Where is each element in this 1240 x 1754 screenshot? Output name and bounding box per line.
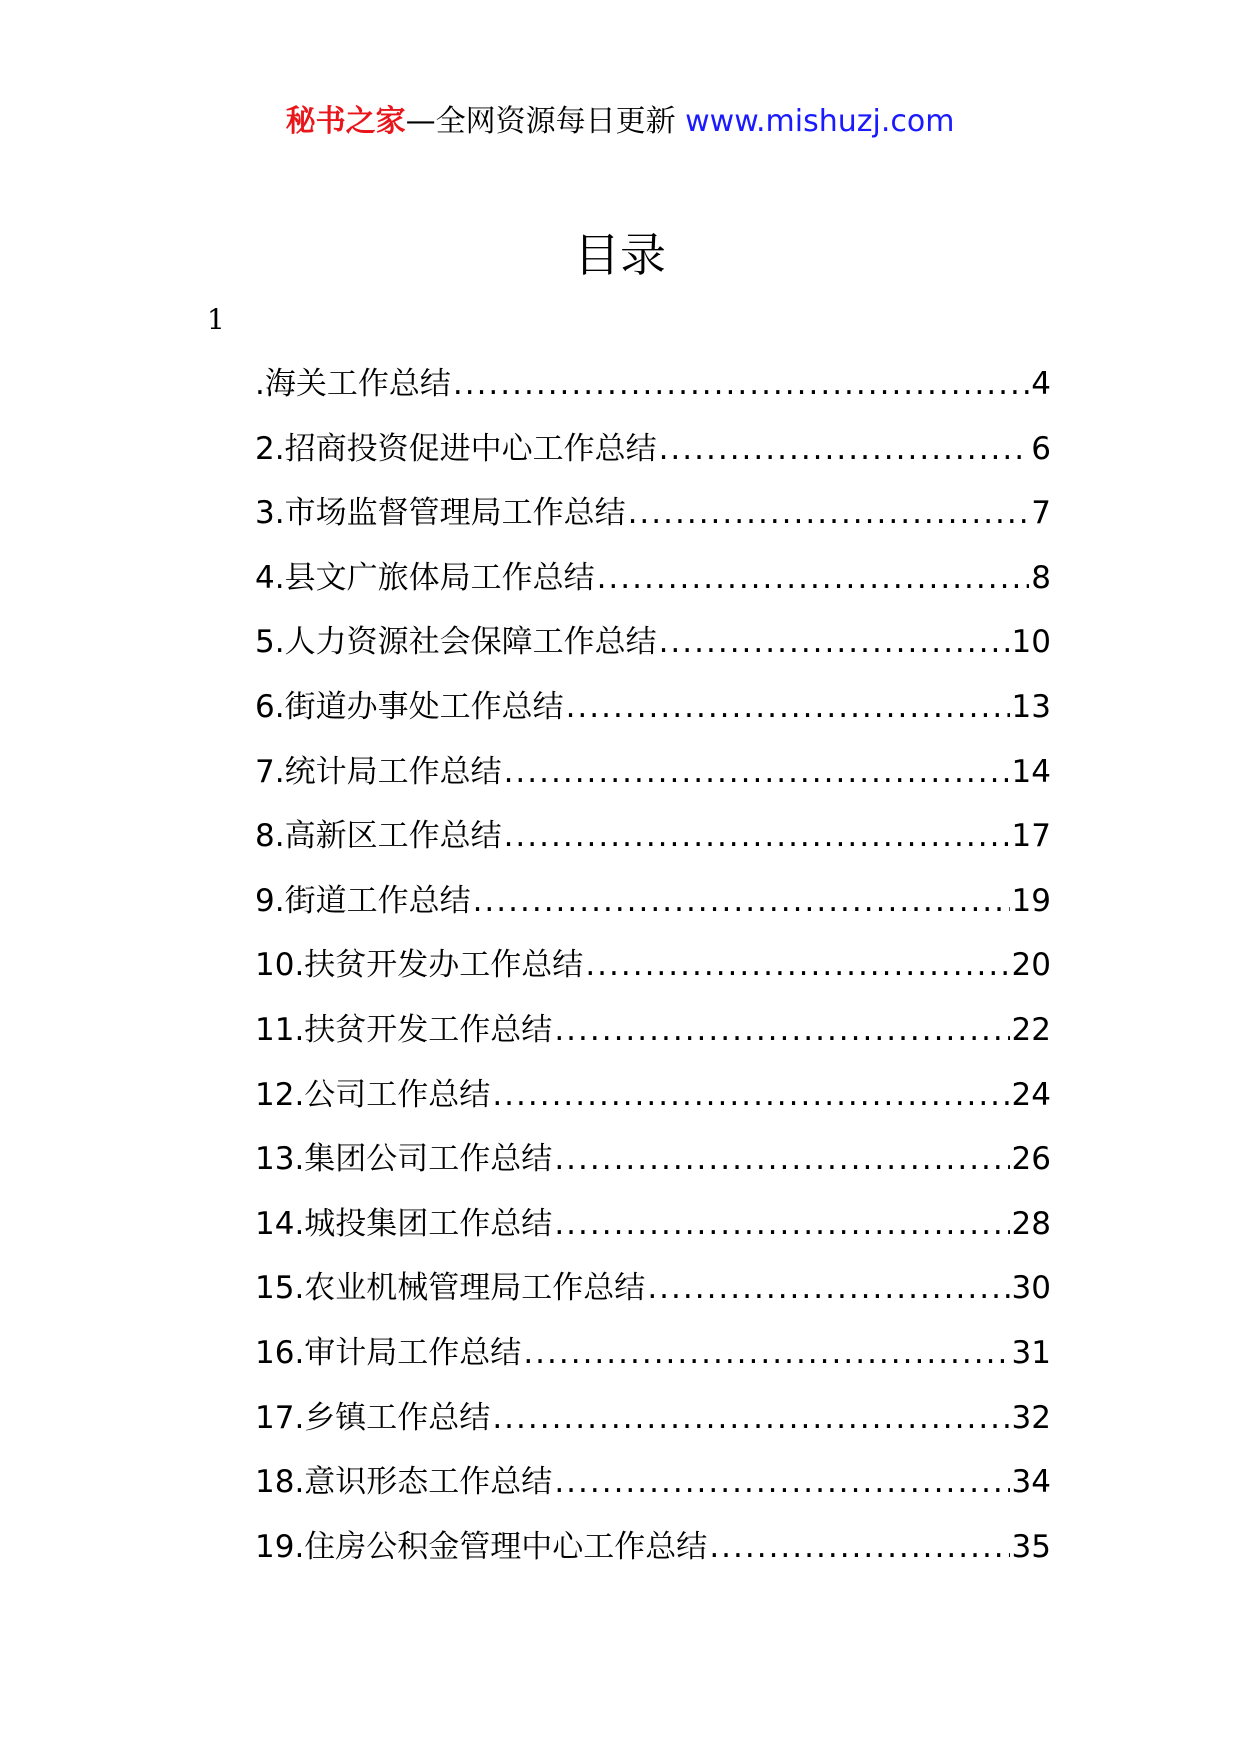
leader-dots [554, 1137, 1009, 1181]
leader-dots [554, 1202, 1009, 1246]
toc-entry[interactable] [255, 1202, 1051, 1267]
toc-entry-title: 13.集团公司工作总结 [255, 1141, 553, 1178]
toc-page-number: 28 [1011, 1205, 1051, 1242]
toc-page-number: 22 [1011, 1011, 1051, 1048]
toc-entry-title: 2.招商投资促进中心工作总结 [255, 430, 657, 467]
toc-entry[interactable] [255, 362, 1051, 427]
toc-entry[interactable] [255, 491, 1051, 556]
leader-dots [659, 620, 1010, 664]
toc-entry[interactable] [255, 620, 1051, 685]
leader-dots [628, 491, 1030, 535]
toc-entry[interactable] [255, 1008, 1051, 1073]
leader-dots [504, 814, 1010, 858]
stray-number: 1 [207, 303, 225, 336]
toc-entry-title: 18.意识形态工作总结 [255, 1464, 553, 1501]
toc-entry-title: 16.审计局工作总结 [255, 1334, 522, 1371]
toc-entry[interactable] [255, 1266, 1051, 1331]
toc-page-number: 24 [1011, 1076, 1051, 1113]
toc-entry[interactable] [255, 556, 1051, 621]
toc-page-number: 10 [1011, 624, 1051, 661]
leader-dots [492, 1073, 1009, 1117]
toc-page-number: 6 [1031, 430, 1051, 467]
toc-page-number: 31 [1011, 1334, 1051, 1371]
leader-dots [492, 1396, 1009, 1440]
toc-entry-title: 19.住房公积金管理中心工作总结 [255, 1528, 708, 1565]
leader-dots [554, 1008, 1009, 1052]
page-header [0, 100, 1240, 144]
toc-page-number: 8 [1031, 559, 1051, 596]
leader-dots [453, 362, 1029, 406]
toc-entry-title: 4.县文广旅体局工作总结 [255, 559, 595, 596]
toc-entry-title: 3.市场监督管理局工作总结 [255, 495, 626, 532]
toc-entry-title: 12.公司工作总结 [255, 1076, 491, 1113]
toc-page-number: 35 [1011, 1528, 1051, 1565]
toc-entry[interactable] [255, 1137, 1051, 1202]
brand-name: 秘书之家 [285, 104, 406, 139]
toc-page-number: 34 [1011, 1464, 1051, 1501]
toc-entry-title: 11.扶贫开发工作总结 [255, 1011, 553, 1048]
leader-dots [585, 943, 1009, 987]
toc-page-number: 30 [1011, 1270, 1051, 1307]
page-title: 目录 [574, 228, 666, 282]
toc-page-number: 4 [1031, 366, 1051, 402]
toc-entry[interactable] [255, 943, 1051, 1008]
toc-entry-title: 15.农业机械管理局工作总结 [255, 1270, 646, 1307]
toc-page-number: 14 [1011, 753, 1051, 790]
toc-page-number: 20 [1011, 947, 1051, 984]
toc-entry[interactable] [255, 879, 1051, 944]
toc-entry-title: 6.街道办事处工作总结 [255, 688, 564, 725]
toc-entry[interactable] [255, 750, 1051, 815]
toc-page-number: 32 [1011, 1399, 1051, 1436]
leader-dots [523, 1331, 1009, 1375]
toc-entry[interactable] [255, 1396, 1051, 1461]
toc-page-number: 7 [1031, 495, 1051, 532]
toc-page-number: 17 [1011, 818, 1051, 855]
header-url[interactable]: www.mishuzj.com [685, 104, 955, 139]
toc-entry-title: 14.城投集团工作总结 [255, 1205, 553, 1242]
leader-dots [659, 427, 1030, 471]
toc-entry-title: 8.高新区工作总结 [255, 818, 502, 855]
toc-page-number: 13 [1011, 688, 1051, 725]
leader-dots [566, 685, 1010, 729]
toc-entry[interactable] [255, 1331, 1051, 1396]
toc-entry[interactable] [255, 685, 1051, 750]
toc-entry-title: 10.扶贫开发办工作总结 [255, 947, 584, 984]
toc-entry[interactable] [255, 1525, 1051, 1590]
toc-entry[interactable] [255, 1460, 1051, 1525]
leader-dots [504, 750, 1010, 794]
toc-entry-title: .海关工作总结 [255, 366, 451, 402]
toc-entry-title: 5.人力资源社会保障工作总结 [255, 624, 657, 661]
toc-entry-title: 9.街道工作总结 [255, 882, 471, 919]
toc-entry-title: 17.乡镇工作总结 [255, 1399, 491, 1436]
table-of-contents [255, 362, 1051, 1589]
toc-entry[interactable] [255, 427, 1051, 492]
leader-dots [473, 879, 1010, 923]
toc-entry-title: 7.统计局工作总结 [255, 753, 502, 790]
leader-dots [647, 1266, 1009, 1310]
leader-dots [554, 1460, 1009, 1504]
header-tagline: —全网资源每日更新 [405, 104, 676, 139]
toc-entry[interactable] [255, 1073, 1051, 1138]
toc-entry[interactable] [255, 814, 1051, 879]
toc-page-number: 26 [1011, 1141, 1051, 1178]
toc-page-number: 19 [1011, 882, 1051, 919]
leader-dots [709, 1525, 1009, 1569]
leader-dots [597, 556, 1030, 600]
